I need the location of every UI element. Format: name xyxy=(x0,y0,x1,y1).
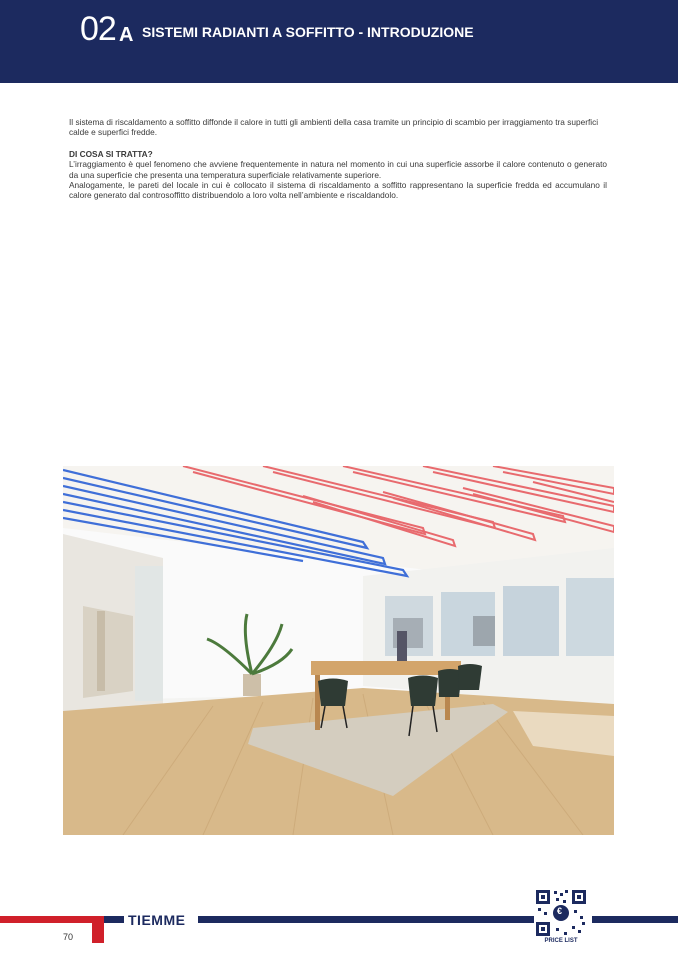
euro-symbol: € xyxy=(557,906,563,916)
page-title: SISTEMI RADIANTI A SOFFITTO - INTRODUZIONE xyxy=(142,24,474,40)
chapter-number: 02 xyxy=(80,10,116,48)
page-number: 70 xyxy=(63,932,74,942)
room-illustration xyxy=(63,466,614,835)
paragraph-walls: Analogamente, le pareti del locale in cui è collocato il sistema di riscaldamento a soffitto rappresentano la superficie fredda ed accumulano il calore generato dal controsoffitto distribuendolo a loro volta nell’ambiente e riscaldandolo. xyxy=(69,180,607,201)
intro-paragraph: Il sistema di riscaldamento a soffitto diffonde il calore in tutti gli ambienti della casa tramite un principio di scambio per irraggiamento tra superfici calde e superfici fredde. xyxy=(69,117,599,138)
price-list-label: PRICE LIST xyxy=(544,938,578,944)
room-photo xyxy=(63,466,614,835)
body-text xyxy=(69,117,607,201)
qr-code-price-list[interactable] xyxy=(534,888,588,948)
chapter-letter: A xyxy=(119,24,134,46)
header-band xyxy=(0,0,678,83)
section-heading: DI COSA SI TRATTA? xyxy=(69,148,153,159)
paragraph-irradiation: L’irraggiamento è quel fenomeno che avviene frequentemente in natura nel momento in cui una superficie assorbe il calore contenuto o generato da una superficie che presenta una temperatura superficiale relativamente superiore. xyxy=(69,159,607,180)
brand-logo: TIEMME xyxy=(128,912,186,928)
